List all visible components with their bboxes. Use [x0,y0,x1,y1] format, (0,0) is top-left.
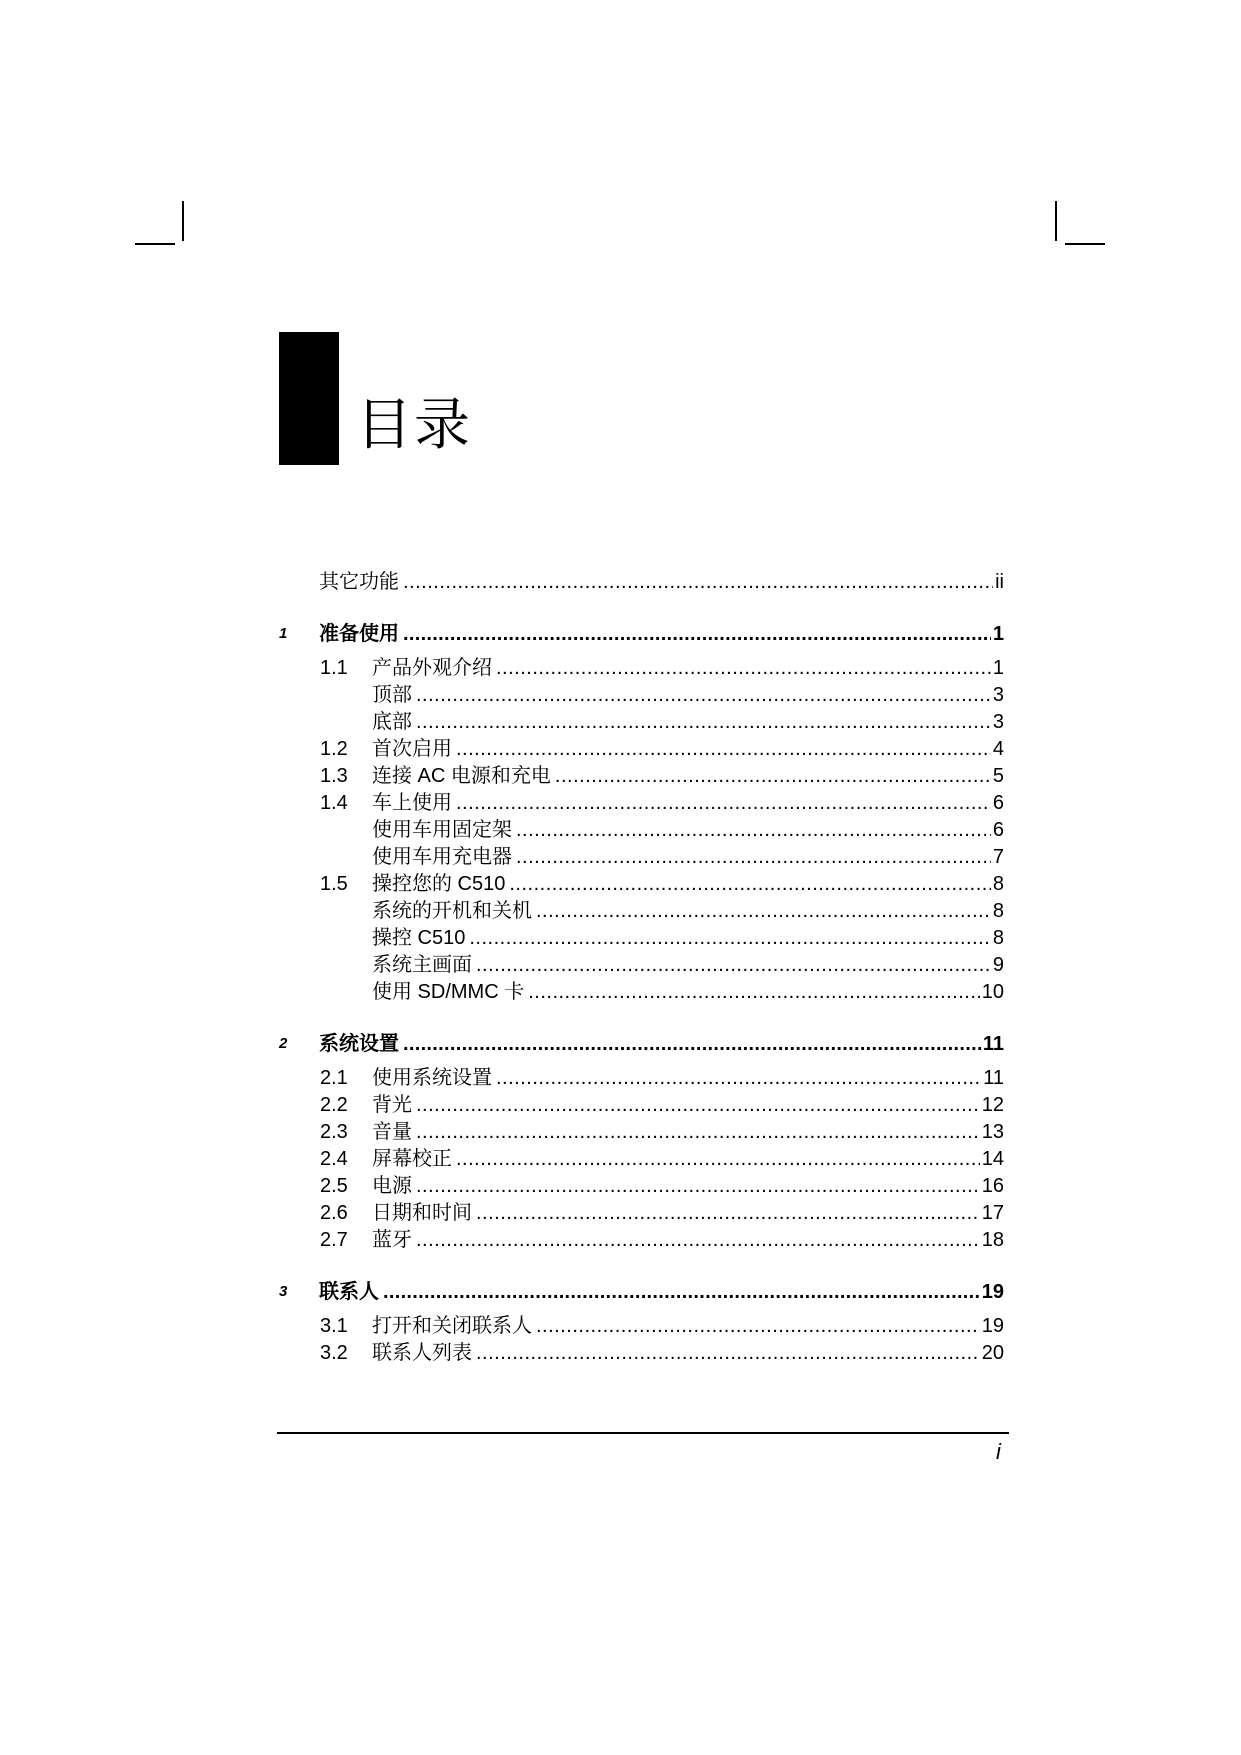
toc-leader-dots [456,790,991,816]
toc-entry-page: 10 [981,981,1004,1003]
toc-subsection-top[interactable] [372,682,1004,708]
toc-section-2-1[interactable] [372,1065,1004,1091]
toc-leader-dots [403,621,991,647]
toc-leader-dots [476,1340,980,1366]
toc-chapter-page: 1 [992,623,1004,645]
toc-entry-label: 使用系统设置 [372,1067,492,1089]
toc-entry-page: 12 [981,1094,1004,1116]
toc-section-1-1[interactable] [372,655,1004,681]
toc-entry-page: 20 [981,1342,1004,1364]
toc-entry-page: 19 [981,1315,1004,1337]
toc-leader-dots [476,1200,980,1226]
toc-leader-dots [528,979,980,1005]
toc-entry-label: 联系人列表 [372,1342,472,1364]
toc-chapter-page: 19 [981,1281,1004,1303]
toc-entry-page: 3 [992,684,1004,706]
toc-entry-page: 11 [983,1067,1004,1089]
toc-entry-label: 产品外观介绍 [372,657,492,679]
toc-section-2-4[interactable] [372,1146,1004,1172]
section-number: 2.3 [320,1121,348,1143]
toc-entry-label: 车上使用 [372,792,452,814]
footer-rule [277,1432,1009,1434]
toc-leader-dots [456,736,991,762]
toc-entry-page: 9 [992,954,1004,976]
toc-leader-dots [416,1227,980,1253]
toc-entry-page: 3 [992,711,1004,733]
toc-entry-page: 4 [992,738,1004,760]
toc-chapter-2[interactable] [319,1031,1004,1057]
toc-entry-label: 屏幕校正 [372,1148,452,1170]
toc-entry-page: 7 [992,846,1004,868]
section-number: 1.2 [320,738,348,760]
toc-subsection-sd-card[interactable] [372,979,1004,1005]
toc-entry-page: 16 [981,1175,1004,1197]
toc-entry-page: 1 [992,657,1004,679]
toc-entry-label: 背光 [372,1094,412,1116]
toc-section-1-5[interactable] [372,871,1004,897]
toc-chapter-page: 11 [982,1033,1004,1055]
toc-entry-label: 电源 [372,1175,412,1197]
toc-subsection-power-on-off[interactable] [372,898,1004,924]
toc-leader-dots [469,925,991,951]
toc-entry-page: 5 [992,765,1004,787]
toc-entry-label: 系统的开机和关机 [372,900,532,922]
section-number: 2.6 [320,1202,348,1224]
toc-subsection-car-mount[interactable] [372,817,1004,843]
toc-entry-page: 6 [992,792,1004,814]
toc-subsection-operate[interactable] [372,925,1004,951]
toc-leader-dots [476,952,991,978]
toc-chapter-3[interactable] [319,1279,1004,1305]
toc-leader-dots [416,1092,980,1118]
toc-leader-dots [496,1065,981,1091]
toc-leader-dots [416,1119,980,1145]
toc-chapter-1[interactable] [319,621,1004,647]
section-number: 1.4 [320,792,348,814]
toc-section-1-4[interactable] [372,790,1004,816]
toc-leader-dots [516,817,991,843]
toc-section-1-2[interactable] [372,736,1004,762]
toc-entry-label: 打开和关闭联系人 [372,1315,532,1337]
toc-section-1-3[interactable] [372,763,1004,789]
toc-section-2-6[interactable] [372,1200,1004,1226]
chapter-number: 2 [279,1035,288,1052]
toc-leader-dots [403,1031,981,1057]
toc-entry-label: 使用车用充电器 [372,846,512,868]
toc-chapter-label: 系统设置 [319,1033,399,1055]
toc-entry-page: 6 [992,819,1004,841]
toc-entry-label: 顶部 [372,684,412,706]
section-number: 2.1 [320,1067,348,1089]
toc-entry-page: 8 [992,873,1004,895]
crop-mark-top-left-horizontal [135,243,175,245]
toc-entry-label: 蓝牙 [372,1229,412,1251]
toc-leader-dots [416,682,991,708]
toc-entry-label: 连接 AC 电源和充电 [372,765,551,787]
crop-mark-top-left-vertical [182,201,184,241]
toc-leader-dots [516,844,991,870]
section-number: 1.1 [320,657,348,679]
toc-section-3-2[interactable] [372,1340,1004,1366]
page-number: i [996,1439,1001,1464]
toc-entry-label: 音量 [372,1121,412,1143]
toc-leader-dots [416,1173,980,1199]
toc-entry-label: 底部 [372,711,412,733]
toc-subsection-main-screen[interactable] [372,952,1004,978]
section-number: 3.2 [320,1342,348,1364]
toc-entry-label: 操控 C510 [372,927,466,949]
section-number: 1.5 [320,873,348,895]
chapter-number: 1 [279,625,288,642]
toc-chapter-label: 联系人 [319,1281,379,1303]
crop-mark-top-right-vertical [1055,201,1057,241]
section-number: 2.7 [320,1229,348,1251]
toc-entry-label: 使用 SD/MMC 卡 [372,981,525,1003]
toc-leader-dots [536,898,991,924]
section-number: 2.5 [320,1175,348,1197]
toc-section-2-5[interactable] [372,1173,1004,1199]
toc-leader-dots [416,709,991,735]
section-number: 1.3 [320,765,348,787]
chapter-number: 3 [279,1283,288,1300]
toc-entry-page: 8 [992,900,1004,922]
toc-leader-dots [536,1313,980,1339]
toc-entry-label: 使用车用固定架 [372,819,512,841]
toc-section-2-2[interactable] [372,1092,1004,1118]
toc-entry-label: 其它功能 [319,571,399,593]
toc-subsection-car-charger[interactable] [372,844,1004,870]
toc-leader-dots [555,763,991,789]
toc-leader-dots [403,569,993,595]
toc-entry-page: 14 [981,1148,1004,1170]
toc-chapter-label: 准备使用 [319,623,399,645]
toc-subsection-bottom[interactable] [372,709,1004,735]
toc-section-2-3[interactable] [372,1119,1004,1145]
toc-entry-label: 首次启用 [372,738,452,760]
toc-entry-label: 日期和时间 [372,1202,472,1224]
section-number: 2.4 [320,1148,348,1170]
section-number: 2.2 [320,1094,348,1116]
toc-entry-label: 操控您的 C510 [372,873,506,895]
crop-mark-top-right-horizontal [1065,243,1105,245]
toc-entry-page: 13 [981,1121,1004,1143]
toc-entry-page: 17 [981,1202,1004,1224]
chapter-title-block [279,332,339,465]
toc-leader-dots [383,1279,980,1305]
toc-section-2-7[interactable] [372,1227,1004,1253]
toc-leader-dots [509,871,991,897]
section-number: 3.1 [320,1315,348,1337]
toc-entry-front[interactable] [319,569,1004,595]
toc-entry-label: 系统主画面 [372,954,472,976]
page-title: 目录 [356,393,472,458]
toc-leader-dots [496,655,991,681]
toc-entry-page: 18 [981,1229,1004,1251]
toc-entry-page: 8 [992,927,1004,949]
toc-leader-dots [456,1146,980,1172]
toc-section-3-1[interactable] [372,1313,1004,1339]
toc-entry-page: ii [995,571,1004,593]
